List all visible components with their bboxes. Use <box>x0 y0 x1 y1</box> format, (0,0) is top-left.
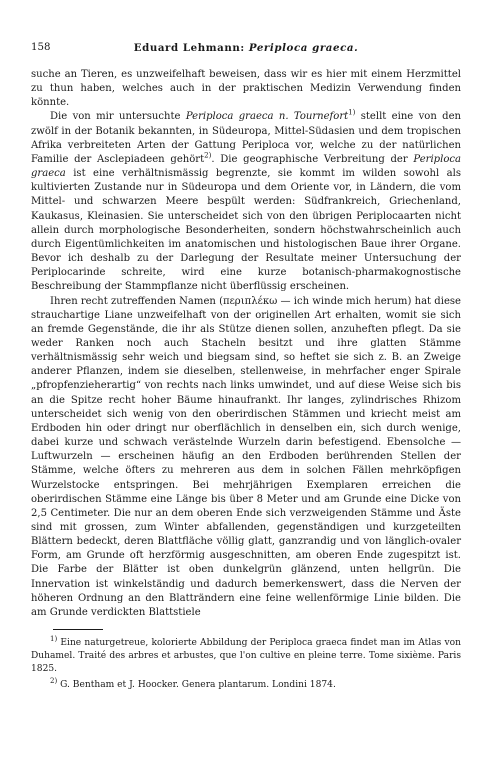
running-title-species: Periploca graeca. <box>248 42 359 54</box>
footnotes <box>31 637 461 692</box>
paragraph-3: Ihren recht zutreffenden Namen (περιπλέκω — ich winde mich herum) hat diese strauchartige Liane unzweifelhaft von der originellen Art erhalten, womit sie sich an fremde Gegenstände, die ihr als Stütze dienen sollen, anzuheften pflegt. Da sie weder Ranken noch auch Stacheln besitzt und ihre glatten Stämme verhältnismässig sehr weich und biegsam sind, so heftet sie sich z. B. an Zweige anderer Pflanzen, indem sie dieselben, stellenweise, in mehrfacher enger Spirale „pfropfenzieherartig“ von rechts nach links umwindet, und auf diese Weise sich bis an die Spitze recht hoher Bäume hinaufrankt. Ihr langes, zylindrisches Rhizom unterscheidet sich wenig von den oberirdischen Stämmen und kriecht meist am Erdboden hin oder dringt nur oberflächlich in denselben ein, sich durch wenige, dabei kurze und schwach verästelnde Wurzeln darin befestigend. Ebensolche — Luftwurzeln — erscheinen häufig an den Erdboden berührenden Stellen der Stämme, welche öfters zu mehreren aus dem in solchen Fällen mehrköpfigen Wurzelstocke entspringen. Bei mehrjährigen Exemplaren erreichen die oberirdischen Stämme eine Länge bis über 8 Meter und am Grunde eine Dicke von 2,5 Centimeter. Die nur an dem oberen Ende sich verzweigenden Stämme und Äste sind mit grossen, zum Winter abfallenden, gegenständigen und kurzgeteilten Blättern bedeckt, deren Blattfläche völlig glatt, ganzrandig und von länglich-ovaler Form, am Grunde oft herzförmig ausgeschnitten, am oberen Ende zugespitzt ist. Die Farbe der Blätter ist oben dunkelgrün glänzend, unten hellgrün. Die Innervation ist winkelständig und dadurch bemerkenswert, dass die Nerven der höheren Ordnung an den Blatträndern eine feine wellenförmige Linie bilden. Die am Grunde verdickten Blattstiele <box>31 295 461 618</box>
paragraph-2-tail: ist eine verhältnismässig begrenzte, sie kommt im wilden sowohl als kultivierten Zustande nur in Südeuropa und dem Oriente vor, in Ländern, die vom Mittel- und schwarzen Meere bespült werden: Südfrankreich, Griechenland, Kaukasus, Kleinasien. Sie unterscheidet sich von den übrigen Periplocaarten nicht allein durch morphologische Besonderheiten, sondern höchstwahrscheinlich auch durch Eigentümlichkeiten im anatomischen und histologischen Baue ihrer Organe. Bevor ich deshalb zu der Darlegung der Resultate meiner Untersuchung der Periplocarinde schreite, wird eine kurze botanisch-pharmakognostische Beschreibung der Stammpflanze nicht überflüssig erscheinen. <box>31 168 461 293</box>
footnote-rule <box>53 629 103 630</box>
paragraph-2-mid2: . Die geographische Verbreitung der <box>211 153 414 165</box>
footnote-1-text: Eine naturgetreue, kolorierte Abbildung der Periploca graeca findet man im Atlas von Duhamel. Traité des arbres et arbustes, que l'on cultive en pleine terre. Tome sixième. Paris 1825. <box>31 638 461 674</box>
species-name-2: Periploca graeca <box>31 153 461 180</box>
paragraph-2-lead: Die von mir untersuchte <box>50 111 186 123</box>
body-text <box>31 68 461 620</box>
paragraph-2-mid: stellt eine von den zwölf in der Botanik bekannten, in Südeuropa, Mittel-Südasien und dem tropischen Afrika verbreiteten Arten der Gattung Periploca vor, welche zu der natürlichen Familie der Asclepiadeen gehört <box>31 111 461 165</box>
running-title <box>31 40 461 56</box>
footnote-ref-1: 1) <box>348 109 356 118</box>
species-name: Periploca graeca n. Tournefort <box>185 111 349 123</box>
footnote-1-marker: 1) <box>50 635 58 644</box>
paragraph-1: suche an Tieren, es unzweifelhaft beweisen, dass wir es hier mit einem Herzmittel zu thun haben, welches auch in der praktischen Medizin Verwendung finden könnte. <box>31 69 461 109</box>
footnote-2 <box>31 676 461 692</box>
footnote-2-marker: 2) <box>50 676 58 685</box>
footnote-2-text: G. Bentham et J. Hoocker. Genera plantarum. Londini 1874. <box>57 679 336 690</box>
footnote-1 <box>31 637 461 676</box>
page-number: 158 <box>31 42 51 53</box>
book-page <box>31 40 461 692</box>
running-head <box>31 40 461 56</box>
paragraph-2 <box>31 110 461 294</box>
footnote-ref-2: 2) <box>204 151 212 160</box>
running-title-author: Eduard Lehmann: <box>133 42 245 54</box>
